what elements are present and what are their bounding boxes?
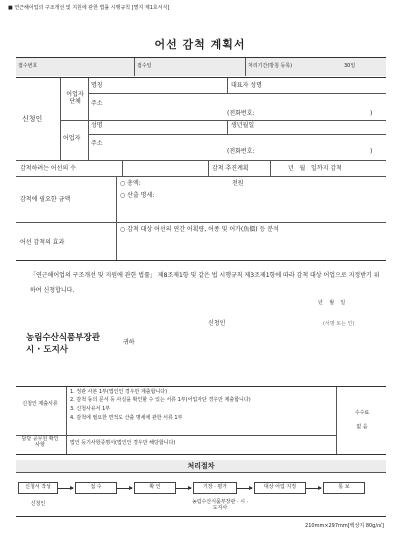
receipt-row [16,58,386,76]
process-step-4: 기장 · 평가 [193,482,237,494]
fee-label: 수수료 [354,410,370,416]
representative-label: 대표자 성명 [231,82,262,89]
paper-spec-footer: 210mm×297mm[백상지 80g/㎡] [305,523,384,529]
applicant-label: 신청인 [22,115,43,123]
person-name-label: 성명 [91,122,103,129]
recipient-line2: 시 · 도지사 [26,345,68,355]
process-step-3: 확 인 [134,482,176,494]
date-line: 년 월 일 [318,300,346,306]
amount-total-label: ○ 총액: [120,180,141,187]
schedule-label: 감척 추진계획 [212,165,249,172]
official-check-label: 담당 공무원 확인사항 [21,436,59,448]
name-field-label: 명칭 [91,82,103,89]
receipt-date-label: 접수일 [137,63,152,69]
effect-value: ○ 감척 대상 어선의 연간 어획량, 어종 및 어가(魚價) 등 분석 [120,226,279,233]
phone-label: (전화번호: [227,110,255,117]
amount-label: 감척에 필요한 금액 [20,196,71,203]
process-step-2: 접 수 [75,482,117,494]
amount-unit: 천원 [232,180,244,187]
processing-period-value: 30일 [344,63,356,69]
birth-date-label: 생년월일 [231,122,255,129]
phone-label-2: (전화번호: [227,148,255,155]
schedule-value: 년 월 일까지 감척 [288,165,342,172]
form-title: 어선 감척 계획서 [154,38,246,51]
receipt-number-label: 접수번호 [18,63,38,69]
arrow-icon [237,488,252,489]
attachment-item-1: 1. 정관 사본 1부(법인인 경우만 제출합니다) [70,389,168,395]
arrow-icon [306,488,321,489]
process-step-6: 통 보 [323,482,365,494]
process-actor-left: 신청인 [30,501,46,507]
arrow-icon [117,488,132,489]
processing-period-label: 처리기간(방침 등록) [248,63,293,69]
arrow-icon [176,488,191,489]
attachment-item-2: 2. 감척 동의 문서 등 사실을 확인할 수 있는 서류 1부(어업자단 경우만 제출합니다) [70,397,251,403]
amount-detail-label: ○ 산출 명세: [120,192,155,199]
recipient-line1: 농림수산식품부장관 [26,333,100,343]
declaration-text: 「연근해어업의 구조개선 및 지원에 관한 법률」 제8조제1항 및 같은 법 시행규칙 제3조제1항에 따라 감척 대상 어업으로 지정받기 위하여 신청합니다. [30,272,380,294]
business-group-label: 어업자 단체 [66,91,84,105]
address-field-label: 주소 [91,100,103,107]
signer-label: 신청인 [208,320,226,327]
form-header-note: ■ 연근해어업의 구조개선 및 지원에 관한 법률 시행규칙 [별지 제1호서식] [8,5,170,11]
fisher-label: 어업자 [63,135,81,142]
fee-value: 없 음 [356,424,368,430]
effect-label: 어선 감척의 효과 [20,239,65,246]
vessel-count-label: 감척하려는 어선의 수 [20,165,76,172]
official-check-item: 법인 등기사항증명서(법인인 경우만 해당합니다) [70,440,176,446]
attachments-applicant-label: 신청인 제출서류 [22,401,58,407]
attachment-item-4: 4. 감척에 필요한 면적도 산출 명세에 관한 서류 1부 [70,415,183,421]
process-title: 처리절차 [16,460,386,472]
signer-note: (서명 또는 인) [323,321,355,327]
attachment-item-3: 3. 신청사유서 1부 [70,406,111,412]
process-step-5: 대상 어업 지정 [254,482,306,494]
recipient-suffix: 귀하 [123,339,135,346]
arrow-icon [58,488,73,489]
process-actor-right: 농림수산식품부장관 · 시 · 도지사 [191,499,249,512]
address-field-label-2: 주소 [91,140,103,147]
process-step-1: 신청서 작성 [18,482,58,494]
